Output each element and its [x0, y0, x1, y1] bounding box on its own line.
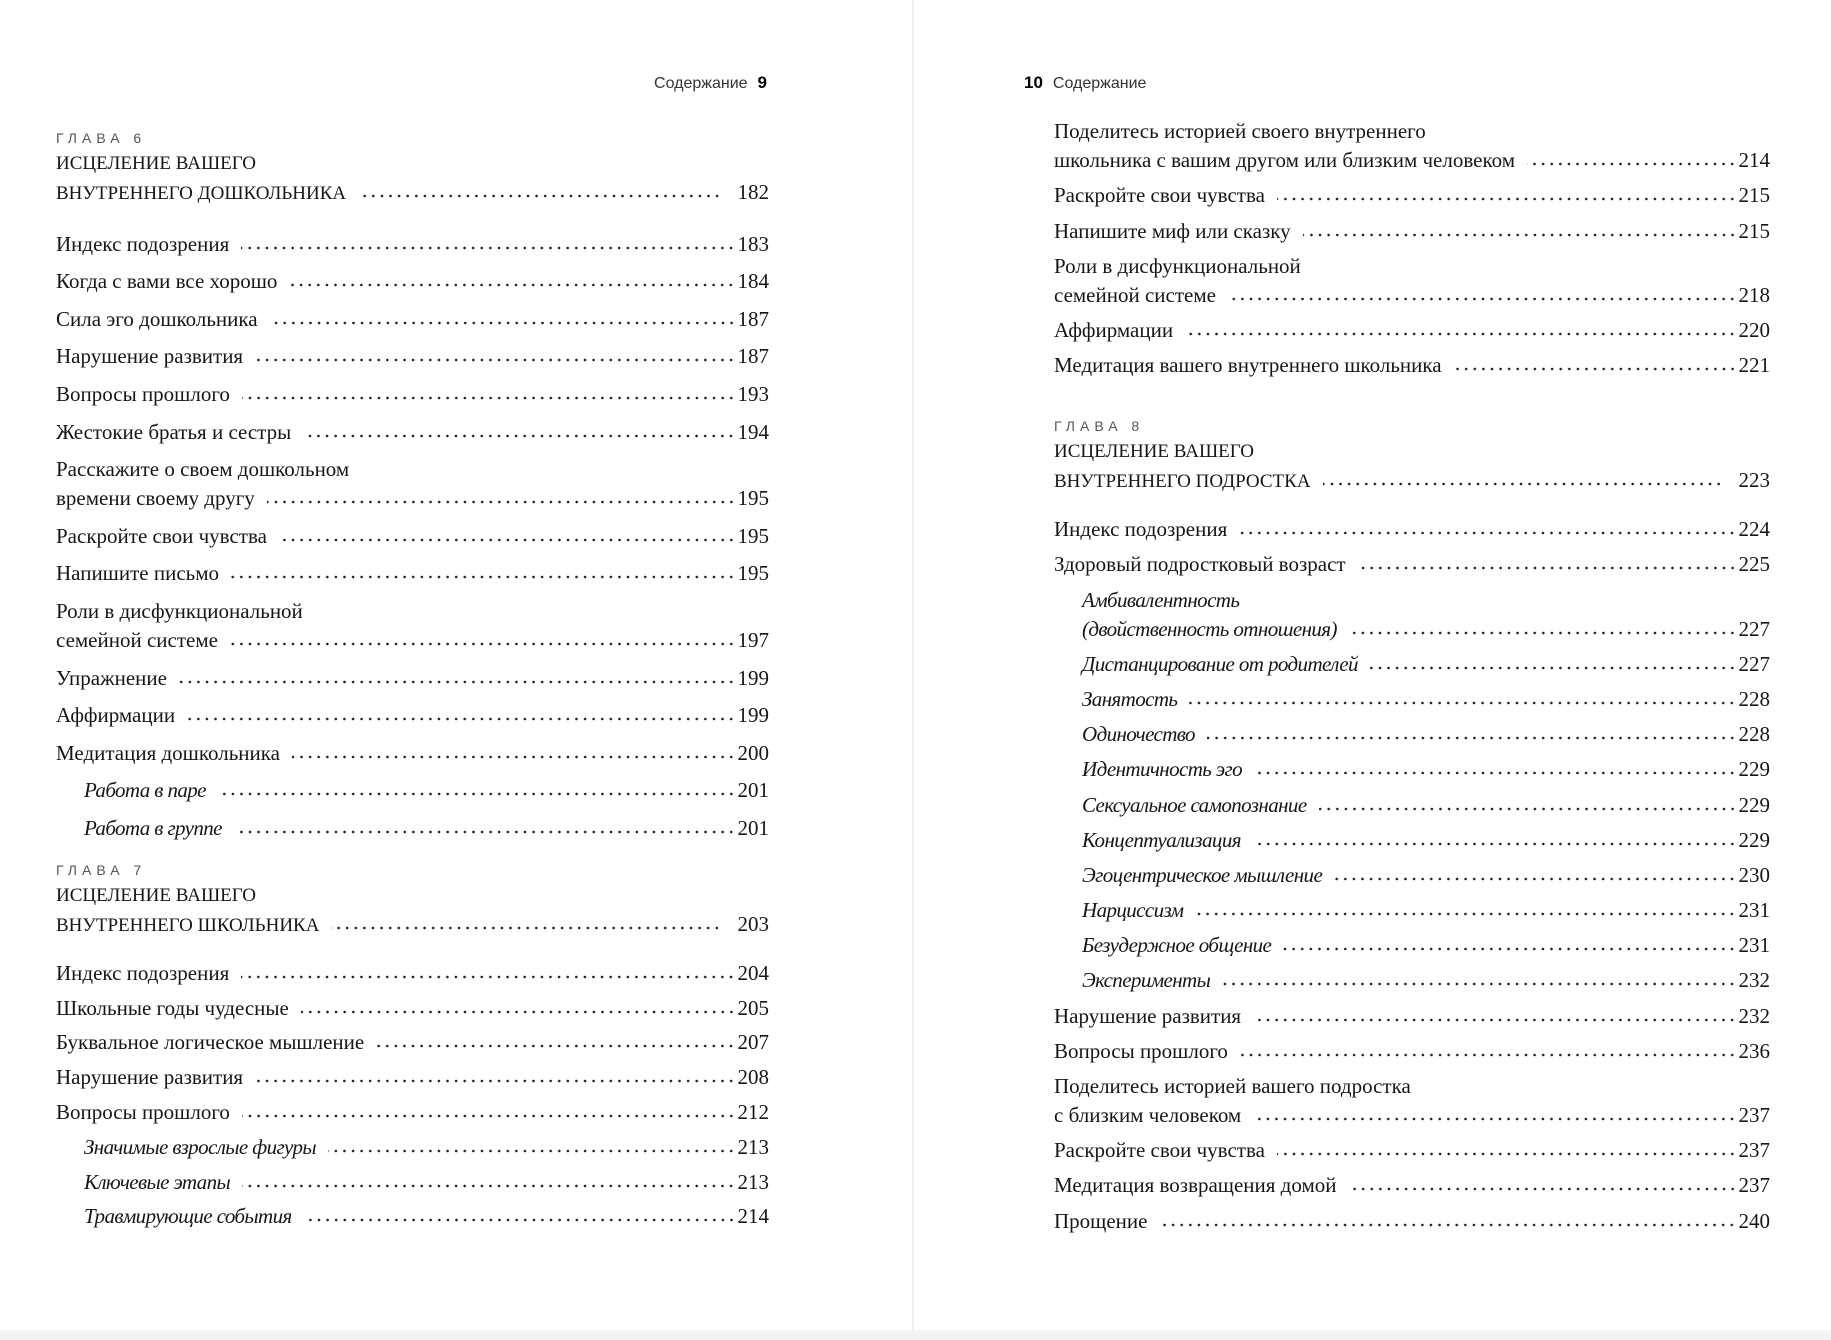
- toc-entry[interactable]: [56, 1092, 769, 1127]
- dot-leader: [242, 1113, 736, 1119]
- entry-line: [1054, 1037, 1770, 1066]
- dot-leader: [1222, 981, 1736, 987]
- chapter-title-line: [56, 910, 769, 940]
- dot-leader: [1349, 630, 1737, 636]
- entry-page-number: 195: [737, 523, 769, 548]
- dot-leader: [270, 320, 736, 326]
- chapter-title-line: [56, 882, 769, 910]
- dot-leader: [1253, 1116, 1736, 1122]
- entry-line: [56, 380, 769, 409]
- entry-title: Прощение: [1054, 1208, 1148, 1233]
- entry-line: [1054, 146, 1770, 175]
- entry-line: [56, 455, 769, 484]
- entry-line: [56, 230, 769, 259]
- chapter-title-line: [1054, 438, 1770, 466]
- entry-page-number: 221: [1738, 353, 1770, 378]
- entry-title: Раскройте свои чувства: [1054, 183, 1265, 208]
- toc-entry[interactable]: [1054, 111, 1770, 175]
- entry-title: Эгоцентрическое мышление: [1082, 862, 1323, 887]
- entry-line: [1054, 252, 1770, 281]
- chapter-page-number: 203: [737, 912, 769, 936]
- dot-leader: [1195, 911, 1736, 917]
- entry-line: [1054, 550, 1770, 579]
- toc-subentry[interactable]: [1054, 679, 1770, 714]
- right-page: [914, 0, 1831, 1332]
- entry-line: [84, 814, 769, 843]
- toc-entry[interactable]: [1054, 995, 1770, 1030]
- toc-entry[interactable]: [1054, 544, 1770, 579]
- dot-leader: [1189, 700, 1736, 706]
- dot-leader: [241, 245, 735, 251]
- toc-subentry[interactable]: [1054, 925, 1770, 960]
- chapter-title-text: ИСЦЕЛЕНИЕ ВАШЕГО: [1054, 441, 1254, 462]
- entry-line: [1054, 515, 1770, 544]
- entry-page-number: 205: [737, 995, 769, 1020]
- entry-title: Медитация возвращения домой: [1054, 1173, 1337, 1198]
- toc-subentry[interactable]: [1054, 960, 1770, 995]
- dot-leader: [301, 1009, 736, 1015]
- entry-title: Дистанцирование от родителей: [1082, 651, 1358, 676]
- entry-line: [1054, 351, 1770, 380]
- toc-entry[interactable]: [56, 447, 769, 514]
- chapter-title-text: ИСЦЕЛЕНИЕ ВАШЕГО: [56, 885, 256, 906]
- entry-line: [56, 739, 769, 768]
- entry-line: [56, 994, 769, 1023]
- entry-title: Напишите письмо: [56, 561, 220, 586]
- chapter-entries: [1054, 111, 1770, 380]
- entry-title: семейной системе: [1054, 282, 1216, 307]
- entry-title: Вопросы прошлого: [56, 1099, 230, 1124]
- toc-entry[interactable]: [1054, 310, 1770, 345]
- entry-page-number: 231: [1738, 933, 1770, 958]
- entry-line: [1082, 720, 1770, 749]
- page-number: 9: [757, 73, 767, 92]
- dot-leader: [242, 1183, 735, 1189]
- entry-line: [56, 1028, 769, 1057]
- entry-line: [1054, 1072, 1770, 1101]
- toc-entry[interactable]: [1054, 345, 1770, 380]
- continued-section: [1054, 111, 1770, 380]
- entry-page-number: 228: [1738, 722, 1770, 747]
- entry-title: Расскажите о своем дошкольном: [56, 457, 350, 482]
- dot-leader: [303, 433, 735, 439]
- entry-page-number: 193: [737, 381, 769, 406]
- dot-leader: [1253, 841, 1737, 847]
- entry-title: Здоровый подростковый возраст: [1054, 552, 1346, 577]
- entry-line: [1082, 826, 1770, 855]
- dot-leader: [1240, 1052, 1737, 1058]
- entry-line: [1082, 755, 1770, 784]
- toc-subentry[interactable]: [1054, 784, 1770, 819]
- entry-line: [56, 484, 769, 513]
- entry-title: школьника с вашим другом или близким человеком: [1054, 148, 1515, 173]
- dot-leader: [331, 925, 721, 931]
- entry-page-number: 183: [737, 231, 769, 256]
- toc-subentry[interactable]: [56, 805, 769, 843]
- dot-leader: [292, 754, 736, 760]
- running-head: [1024, 72, 1146, 95]
- entry-line: [1082, 966, 1770, 995]
- entry-line: [1054, 1171, 1770, 1200]
- entry-title: Напишите миф или сказку: [1054, 218, 1291, 243]
- entry-title: Раскройте свои чувства: [1054, 1138, 1265, 1163]
- entry-title: Медитация вашего внутреннего школьника: [1054, 353, 1442, 378]
- dot-leader: [1358, 565, 1737, 571]
- running-head: [654, 72, 767, 95]
- chapter-label: ГЛАВА 8: [1054, 418, 1145, 434]
- entry-page-number: 204: [737, 960, 769, 985]
- entry-title: Нарциссизм: [1082, 898, 1184, 923]
- dot-leader: [1334, 876, 1736, 882]
- toc-entry[interactable]: [56, 551, 769, 589]
- toc-subentry[interactable]: [1054, 890, 1770, 925]
- toc-entry[interactable]: [1054, 246, 1770, 310]
- entry-title: семейной системе: [56, 627, 218, 652]
- entry-title: Работа в группе: [84, 815, 222, 840]
- entry-line: [84, 1133, 769, 1162]
- toc-entry[interactable]: [56, 1057, 769, 1092]
- toc-entry[interactable]: [1054, 1031, 1770, 1066]
- toc-entry[interactable]: [1054, 1165, 1770, 1200]
- toc-entry[interactable]: [56, 513, 769, 551]
- toc-entry[interactable]: [56, 409, 769, 447]
- entry-title: Травмирующие события: [84, 1204, 292, 1229]
- entry-page-number: 199: [737, 703, 769, 728]
- entry-title: Когда с вами все хорошо: [56, 269, 278, 294]
- dot-leader: [1323, 481, 1723, 487]
- dot-leader: [1185, 331, 1736, 337]
- toc-entry[interactable]: [56, 588, 769, 655]
- entry-page-number: 228: [1738, 686, 1770, 711]
- entry-line: [56, 701, 769, 730]
- entry-title: с близким человеком: [1054, 1103, 1242, 1127]
- chapter-page-number: 182: [737, 180, 769, 204]
- entry-page-number: 207: [737, 1030, 769, 1055]
- toc-entry[interactable]: [56, 655, 769, 693]
- entry-page-number: 229: [1738, 757, 1770, 782]
- dot-leader: [218, 791, 736, 797]
- dot-leader: [1254, 770, 1736, 776]
- entry-title: Раскройте свои чувства: [56, 523, 267, 548]
- entry-title: Сила эго дошкольника: [56, 306, 258, 331]
- entry-line: [1082, 896, 1770, 925]
- entry-line: [1054, 1002, 1770, 1031]
- entry-title: Упражнение: [56, 665, 167, 690]
- entry-title: Аффирмации: [56, 703, 176, 728]
- chapter-label: ГЛАВА 7: [56, 862, 147, 878]
- toc-entry[interactable]: [56, 693, 769, 731]
- toc-entry[interactable]: [1054, 175, 1770, 210]
- dot-leader: [1370, 665, 1737, 671]
- entry-line: [1082, 861, 1770, 890]
- entry-title: Индекс подозрения: [56, 231, 230, 256]
- dot-leader: [376, 1043, 735, 1049]
- dot-leader: [255, 1078, 735, 1084]
- entry-title: Вопросы прошлого: [1054, 1038, 1228, 1063]
- entry-page-number: 208: [737, 1065, 769, 1090]
- chapter-title-text: ВНУТРЕННЕГО ДОШКОЛЬНИКА: [56, 183, 347, 204]
- entry-page-number: 237: [1738, 1103, 1770, 1127]
- entry-line: [1082, 685, 1770, 714]
- dot-leader: [1277, 1151, 1737, 1157]
- running-head-label: Содержание: [1052, 75, 1147, 92]
- dot-leader: [241, 974, 735, 980]
- dot-leader: [358, 193, 721, 199]
- entry-page-number: 231: [1738, 898, 1770, 923]
- entry-page-number: 232: [1738, 968, 1770, 993]
- entry-title: Нарушение развития: [56, 1065, 244, 1090]
- entry-line: [56, 559, 769, 588]
- dot-leader: [242, 395, 736, 401]
- entry-line: [1082, 586, 1770, 615]
- chapter-title-link[interactable]: [56, 882, 769, 940]
- entry-title: Эксперименты: [1082, 968, 1211, 993]
- entry-title: Нарушение развития: [1054, 1003, 1242, 1028]
- entry-page-number: 195: [737, 561, 769, 586]
- entry-title: Одиночество: [1082, 722, 1195, 747]
- entry-title: Идентичность эго: [1082, 757, 1243, 782]
- entry-page-number: 229: [1738, 827, 1770, 852]
- entry-page-number: 214: [1738, 148, 1770, 173]
- toc-subentry[interactable]: [1054, 714, 1770, 749]
- entry-title: Жестокие братья и сестры: [56, 419, 292, 444]
- dot-leader: [304, 1217, 736, 1223]
- dot-leader: [1239, 530, 1736, 536]
- entry-line: [1082, 650, 1770, 679]
- entry-line: [1054, 181, 1770, 210]
- chapter-entries: [56, 953, 769, 1231]
- entry-page-number: 194: [737, 419, 769, 444]
- entry-page-number: 184: [737, 269, 769, 294]
- entry-line: [56, 626, 769, 655]
- dot-leader: [1228, 296, 1737, 302]
- entry-title: Буквальное логическое мышление: [56, 1030, 365, 1055]
- entry-title: Индекс подозрения: [56, 960, 230, 985]
- running-head-label: Содержание: [654, 75, 748, 92]
- entry-page-number: 224: [1738, 517, 1770, 542]
- entry-page-number: 187: [737, 344, 769, 369]
- entry-line: [1054, 281, 1770, 310]
- dot-leader: [1527, 161, 1737, 167]
- entry-line: [84, 1168, 769, 1197]
- entry-title: Ключевые этапы: [84, 1169, 231, 1194]
- toc-subentry[interactable]: [1054, 579, 1770, 643]
- entry-page-number: 237: [1738, 1138, 1770, 1163]
- dot-leader: [1277, 196, 1737, 202]
- chapter-title-line: [56, 178, 769, 208]
- entry-line: [1054, 217, 1770, 246]
- entry-page-number: 213: [737, 1169, 769, 1194]
- dot-leader: [328, 1148, 735, 1154]
- dot-leader: [1303, 232, 1737, 238]
- toc-subentry[interactable]: [56, 1127, 769, 1162]
- toc-entry[interactable]: [56, 953, 769, 988]
- entry-line: [1054, 1207, 1770, 1236]
- entry-title: Аффирмации: [1054, 317, 1174, 342]
- toc-entry[interactable]: [56, 221, 769, 259]
- entry-title: (двойственность отношения): [1082, 616, 1337, 641]
- dot-leader: [231, 574, 735, 580]
- entry-line: [56, 342, 769, 371]
- entry-line: [56, 267, 769, 296]
- entry-line: [1054, 1101, 1770, 1130]
- toc-entry[interactable]: [1054, 1066, 1770, 1130]
- entry-line: [56, 597, 769, 626]
- dot-leader: [1207, 735, 1737, 741]
- entry-title: Концептуализация: [1082, 827, 1241, 852]
- entry-line: [1054, 1136, 1770, 1165]
- entry-line: [56, 1063, 769, 1092]
- entry-line: [56, 664, 769, 693]
- entry-title: Работа в паре: [84, 778, 206, 803]
- dot-leader: [1253, 1017, 1736, 1023]
- entry-page-number: 215: [1738, 183, 1770, 208]
- dot-leader: [267, 499, 736, 505]
- dot-leader: [1283, 946, 1736, 952]
- entry-page-number: 232: [1738, 1003, 1770, 1028]
- entry-title: Сексуальное самопознание: [1082, 792, 1307, 817]
- chapter-title-link[interactable]: [1054, 438, 1770, 496]
- chapter-section: [56, 128, 769, 843]
- dot-leader: [289, 282, 735, 288]
- entry-page-number: 214: [737, 1204, 769, 1229]
- entry-line: [1082, 791, 1770, 820]
- chapter-label: ГЛАВА 6: [56, 130, 147, 146]
- entry-line: [1054, 117, 1770, 146]
- entry-title: Занятость: [1082, 686, 1178, 711]
- dot-leader: [179, 679, 736, 685]
- toc-entry[interactable]: [56, 259, 769, 297]
- entry-title: Поделитесь историей своего внутреннего: [1054, 119, 1426, 144]
- entry-page-number: 225: [1738, 552, 1770, 577]
- toc-subentry[interactable]: [1054, 644, 1770, 679]
- entry-line: [56, 305, 769, 334]
- toc-subentry[interactable]: [1054, 855, 1770, 890]
- left-page: [0, 0, 913, 1332]
- entry-page-number: 236: [1738, 1038, 1770, 1063]
- toc-subentry[interactable]: [56, 1197, 769, 1232]
- dot-leader: [230, 641, 736, 647]
- entry-page-number: 220: [1738, 317, 1770, 342]
- entry-page-number: 213: [737, 1134, 769, 1159]
- toc-entry[interactable]: [1054, 509, 1770, 544]
- entry-page-number: 195: [737, 486, 769, 511]
- dot-leader: [1319, 806, 1737, 812]
- entry-title: Школьные годы чудесные: [56, 995, 289, 1020]
- dot-leader: [255, 357, 735, 363]
- entry-title: Вопросы прошлого: [56, 381, 230, 406]
- chapter-section: [1054, 416, 1770, 1236]
- toc-entry[interactable]: [1054, 1200, 1770, 1235]
- toc-entry[interactable]: [56, 371, 769, 409]
- toc-subentry[interactable]: [1054, 820, 1770, 855]
- dot-leader: [279, 537, 736, 543]
- entry-title: Значимые взрослые фигуры: [84, 1134, 317, 1159]
- toc-entry[interactable]: [56, 730, 769, 768]
- chapter-entries: [1054, 509, 1770, 1236]
- chapter-title-link[interactable]: [56, 150, 769, 208]
- entry-line: [56, 1098, 769, 1127]
- toc-subentry[interactable]: [56, 1162, 769, 1197]
- toc-entry[interactable]: [56, 296, 769, 334]
- entry-title: времени своему другу: [56, 486, 255, 511]
- chapter-page-number: 223: [1738, 468, 1770, 492]
- entry-page-number: 230: [1738, 862, 1770, 887]
- entry-title: Роли в дисфункциональной: [56, 598, 303, 623]
- entry-title: Индекс подозрения: [1054, 517, 1228, 542]
- entry-line: [1082, 931, 1770, 960]
- entry-line: [84, 776, 769, 805]
- entry-title: Роли в дисфункциональной: [1054, 253, 1301, 278]
- chapter-entries: [56, 221, 769, 843]
- entry-line: [1054, 316, 1770, 345]
- entry-line: [56, 959, 769, 988]
- toc-entry[interactable]: [56, 334, 769, 372]
- dot-leader: [234, 829, 736, 835]
- entry-title: Поделитесь историей вашего подростка: [1054, 1074, 1411, 1098]
- dot-leader: [1349, 1186, 1737, 1192]
- chapter-title-text: ВНУТРЕННЕГО ПОДРОСТКА: [1054, 471, 1311, 492]
- entry-page-number: 229: [1738, 792, 1770, 817]
- toc-entry[interactable]: [1054, 1130, 1770, 1165]
- chapter-title-text: ИСЦЕЛЕНИЕ ВАШЕГО: [56, 153, 256, 174]
- bottom-band: [0, 1330, 1831, 1340]
- entry-page-number: 218: [1738, 282, 1770, 307]
- page-number: 10: [1024, 73, 1043, 92]
- chapter-section: [56, 860, 769, 1231]
- entry-title: Нарушение развития: [56, 344, 244, 369]
- entry-page-number: 237: [1738, 1173, 1770, 1198]
- chapter-title-line: [56, 150, 769, 178]
- toc-subentry[interactable]: [1054, 749, 1770, 784]
- entry-title: Медитация дошкольника: [56, 740, 280, 765]
- entry-page-number: 187: [737, 306, 769, 331]
- toc-entry[interactable]: [56, 1023, 769, 1058]
- entry-page-number: 201: [737, 815, 769, 840]
- entry-line: [56, 418, 769, 447]
- entry-line: [56, 522, 769, 551]
- entry-page-number: 200: [737, 740, 769, 765]
- toc-entry[interactable]: [1054, 210, 1770, 245]
- dot-leader: [1159, 1222, 1736, 1228]
- entry-title: Безудержное общение: [1082, 933, 1272, 958]
- chapter-title-text: ВНУТРЕННЕГО ШКОЛЬНИКА: [56, 915, 320, 936]
- entry-line: [1082, 615, 1770, 644]
- entry-page-number: 197: [737, 627, 769, 652]
- entry-line: [84, 1202, 769, 1231]
- entry-page-number: 227: [1738, 616, 1770, 641]
- entry-page-number: 201: [737, 778, 769, 803]
- entry-page-number: 240: [1738, 1208, 1770, 1233]
- entry-page-number: 212: [737, 1099, 769, 1124]
- entry-title: Амбивалентность: [1082, 587, 1240, 612]
- toc-subentry[interactable]: [56, 768, 769, 806]
- toc-entry[interactable]: [56, 988, 769, 1023]
- chapter-title-line: [1054, 466, 1770, 496]
- dot-leader: [187, 716, 735, 722]
- entry-page-number: 199: [737, 665, 769, 690]
- dot-leader: [1454, 366, 1737, 372]
- entry-page-number: 215: [1738, 218, 1770, 243]
- entry-page-number: 227: [1738, 651, 1770, 676]
